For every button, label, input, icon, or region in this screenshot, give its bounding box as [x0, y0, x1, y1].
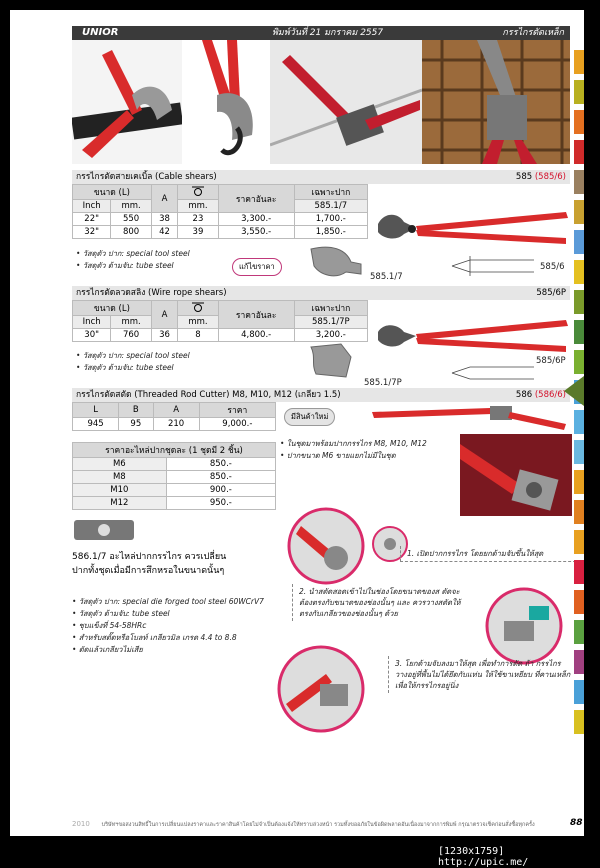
rod-cutter-closeup-photo	[460, 434, 572, 516]
rod-cutter-table: L B A ราคา 945 95 210 9,000.-	[72, 402, 276, 431]
chapter-color-tabs	[574, 50, 584, 790]
rod-cutter-image	[370, 404, 570, 434]
chapter-tab-active-icon	[564, 376, 584, 406]
step-1-text: 1. เปิดปากกรรไกร โดยยกด้ามจับขึ้นให้สุด	[400, 546, 581, 562]
col-size: ขนาด (L)	[73, 185, 152, 200]
spare-spec-list: • วัสดุตัว ปาก: special die forged tool steel 60WCrV7 • วัสดุตัว ด้ามจับ: tube steel • ชุบแข็งที่ 54-58HRc • สำหรับสตั๊ดหรือโบลท์ เกลียวมิล เกรด 4.4 to 8.8 • ตัดแล้วเกลียวไม่เสีย	[72, 597, 264, 654]
col-price: ราคาอันละ	[218, 185, 294, 213]
rod-included-notes: • ในชุดมาพร้อมปากกรรไกร M8, M10, M12 • ปากขนาด M6 ขายแยกไม่มีในชุด	[280, 439, 427, 460]
rod-cutter-title-bar	[72, 388, 570, 402]
page-number: 88	[570, 818, 583, 828]
step-1-image	[286, 506, 366, 586]
spare-jaw-description: 586.1/7 อะไหล่ปากกรรไกร ควรเปลี่ยน ปากทั้งชุดเมื่อมีการสึกหรอในขนาดนั้นๆ	[72, 552, 227, 576]
col-inch: Inch	[73, 200, 111, 213]
step-3-text: 3. โยกด้ามจับลงมาให้สุด เพื่อทำการตัด ถ้า กรรไกรวางอยู่ที่พื้นไม่ได้ยึดกับแท่น ให้ใช้ขาเหยียบ ที่คานเหล็กเพื่อให้กรรไกรอยู่นิ่ง	[388, 656, 577, 693]
table-row: 32" 800 42 39 3,550.- 1,850.-	[73, 226, 368, 239]
photo-rebar-cutting	[422, 40, 570, 164]
table-row: 945 95 210 9,000.-	[73, 418, 276, 431]
table-row: 22" 550 38 23 3,300.- 1,700.-	[73, 213, 368, 226]
rod-cutter-title: กรรไกรตัดสตัด (Threaded Rod Cutter) M8, M10, M12 (เกลียว 1.5)	[76, 390, 341, 400]
col-mm: mm.	[111, 200, 151, 213]
wire-shears-title-bar	[72, 286, 570, 300]
wire-shears-table: ขนาด (L) A ราคาอันละ เฉพาะปาก Inch mm. mm. 585.1/7P 30" 760 36 8 4,800.- 3,200.-	[72, 300, 368, 342]
photo-cable-shears	[72, 40, 182, 164]
col-a: A	[151, 185, 177, 213]
cable-shears-title: กรรไกรตัดสายเคเบิ้ล (Cable shears)	[76, 172, 217, 182]
cable-shears-title-bar	[72, 170, 570, 184]
wire-jaw-label: 585.1/7P	[364, 378, 402, 388]
footer-disclaimer: บริษัทฯขอสงวนสิทธิ์ในการเปลี่ยนแปลงราคาและราคาสินค้าโดยไม่จำเป็นต้องแจ้งให้ทราบล่วงหน้า รวมทั้งขออภัยในข้อผิดพลาดอันเนื่องมาจากการพิมพ์ กรุณาตรวจเช็คก่อนสั่งซื้อทุกครั้ง	[101, 822, 535, 828]
table-row: 30" 760 36 8 4,800.- 3,200.-	[73, 329, 368, 342]
footer-year: 2010	[72, 820, 90, 828]
brand-logo: UNIOR	[82, 27, 119, 38]
table-row: M8 850.-	[73, 471, 276, 484]
cable-shears-code: 585 (585/6)	[515, 172, 566, 182]
catalog-page	[10, 10, 584, 836]
wire-tool-label: 585/6P	[536, 356, 566, 366]
wire-shears-diagram	[450, 362, 536, 384]
spare-table-title: ราคาอะไหล่ปากชุดละ (1 ชุดมี 2 ชิ้น)	[73, 443, 276, 458]
col-capacity-unit: mm.	[178, 200, 218, 213]
rod-spare-price-table	[72, 442, 276, 510]
cable-shears-diagram	[450, 254, 536, 278]
cable-jaw-part-image	[306, 244, 366, 280]
col-jaw-code: 585.1/7	[294, 200, 367, 213]
new-product-badge: มีสินค้าใหม่	[284, 408, 335, 426]
col-capacity	[178, 185, 218, 200]
price-revised-badge: แก้ไขราคา	[232, 258, 282, 276]
spare-jaw-image	[72, 516, 136, 544]
cable-shears-table	[72, 184, 368, 239]
rod-cutter-code: 586 (586/6)	[515, 390, 566, 400]
wire-shears-title: กรรไกรตัดลวดสลิง (Wire rope shears)	[76, 288, 227, 298]
wire-material-list: • วัสดุตัว ปาก: special tool steel • วัสดุตัว ด้ามจับ: tube steel	[76, 351, 190, 372]
page-header	[72, 26, 570, 40]
page-footer	[72, 820, 570, 829]
step-3-image	[276, 644, 366, 734]
cable-tool-label: 585/6	[540, 262, 565, 272]
category-title: กรรไกรตัดเหล็ก	[502, 28, 564, 38]
wire-shears-code: 585/6P	[536, 288, 566, 298]
cable-jaw-label: 585.1/7	[370, 272, 403, 282]
wire-shears-image	[376, 318, 572, 358]
table-row: M6 850.-	[73, 458, 276, 471]
col-capacity	[178, 301, 218, 316]
table-row: M12 950.-	[73, 497, 276, 510]
photo-wire-shears	[182, 40, 270, 164]
step-2-image	[484, 586, 564, 666]
photo-rod-cutter-use	[270, 40, 422, 164]
cable-material-list: • วัสดุตัว ปาก: special tool steel • วัสดุตัว ด้ามจับ: tube steel	[76, 249, 190, 270]
image-source-watermark: [1230x1759] http://upic.me/	[438, 846, 529, 868]
table-row: M10 900.-	[73, 484, 276, 497]
col-jaw-only: เฉพาะปาก	[294, 185, 367, 200]
step-2-text: 2. นำสตัดสอดเข้าไปในช่องโดยขนาดของส ตัดจะต้องตรงกับขนาดของช่องนั้นๆ และ ควรวางสตัดให้ตรงกับเกลียวของช่องนั้นๆ ด้วย	[292, 584, 475, 621]
print-date: พิมพ์วันที่ 21 มกราคม 2557	[272, 28, 384, 38]
wire-jaw-part-image	[306, 342, 356, 382]
